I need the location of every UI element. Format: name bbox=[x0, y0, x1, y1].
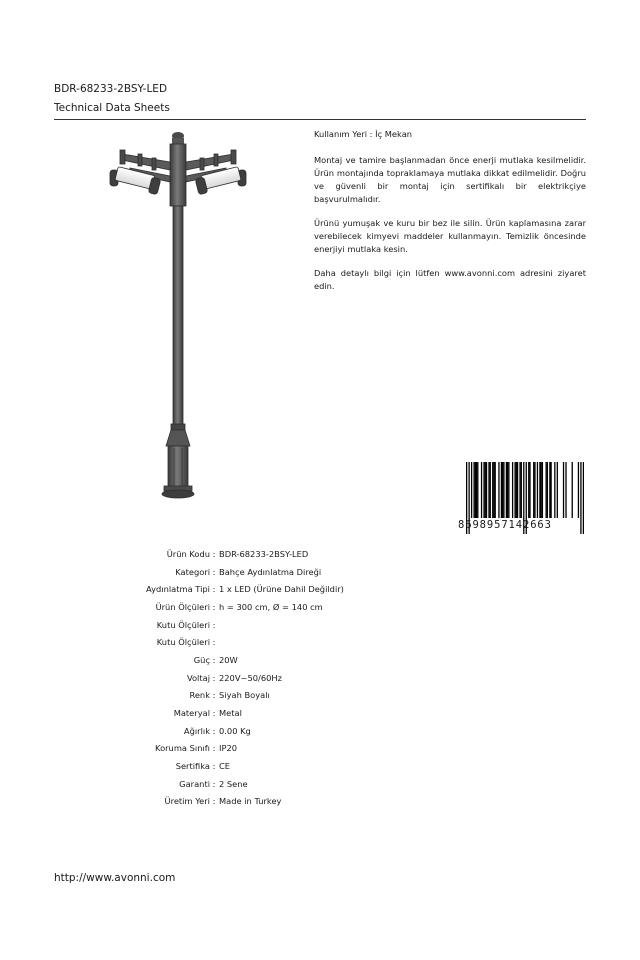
barcode-bar bbox=[533, 462, 534, 518]
barcode-bar bbox=[476, 462, 477, 518]
spec-label: Voltaj bbox=[186, 672, 210, 683]
spec-row bbox=[60, 563, 344, 581]
document-subtitle: Technical Data Sheets bbox=[54, 102, 170, 114]
spec-separator: : bbox=[212, 548, 216, 559]
spec-value: 220V~50/60Hz bbox=[219, 672, 282, 683]
barcode-bar bbox=[473, 462, 474, 518]
barcode-bar bbox=[492, 462, 493, 518]
spec-label: Aydınlatma Tipi bbox=[146, 584, 210, 595]
barcode-bar bbox=[521, 462, 522, 518]
barcode-bar bbox=[475, 462, 476, 518]
barcode-bar bbox=[539, 462, 540, 518]
safety-note: Montaj ve tamire başlanmadan önce enerji mutlaka kesilmelidir. Ürün montajında topraklamaya mutlaka dikkat edilmelidir. Doğru ve güvenli bir montaj için sertifikalı bir elektrikçiye başvurulmalıdır. bbox=[314, 155, 586, 204]
spec-label: Koruma Sınıfı bbox=[155, 743, 210, 754]
spec-value: Siyah Boyalı bbox=[219, 690, 270, 701]
spec-separator: : bbox=[212, 619, 216, 630]
barcode-bar bbox=[512, 462, 513, 518]
barcode-bar bbox=[506, 462, 507, 518]
barcode-bar bbox=[488, 462, 489, 518]
usage-location: Kullanım Yeri : İç Mekan bbox=[314, 129, 413, 139]
spec-separator: : bbox=[212, 601, 216, 612]
spec-label: Üretim Yeri bbox=[164, 796, 210, 807]
spec-row bbox=[60, 740, 344, 758]
spec-label: Güç bbox=[193, 654, 210, 665]
barcode-bar bbox=[483, 462, 484, 518]
barcode-bar bbox=[516, 462, 517, 518]
barcode-bar bbox=[495, 462, 496, 518]
spec-label: Kutu Ölçüleri bbox=[156, 619, 210, 630]
spec-separator: : bbox=[212, 778, 216, 789]
barcode-bar bbox=[481, 462, 482, 518]
spec-separator: : bbox=[212, 761, 216, 772]
barcode-bar bbox=[549, 462, 550, 518]
spec-separator: : bbox=[212, 690, 216, 701]
spec-separator: : bbox=[212, 672, 216, 683]
spec-value: 0.00 Kg bbox=[219, 725, 251, 736]
barcode-bar bbox=[547, 462, 548, 518]
barcode-bar bbox=[528, 462, 529, 518]
spec-value: 20W bbox=[219, 654, 238, 665]
spec-label: Sertifika bbox=[175, 761, 210, 772]
spec-label: Ürün Kodu bbox=[166, 548, 210, 559]
header-divider bbox=[54, 119, 586, 120]
spec-value: CE bbox=[219, 761, 231, 772]
info-block bbox=[314, 128, 586, 304]
spec-value: 2 Sene bbox=[219, 778, 248, 789]
spec-row bbox=[60, 580, 344, 598]
spec-label: Ağırlık bbox=[183, 725, 210, 736]
barcode-bar bbox=[542, 462, 543, 518]
spec-label: Kutu Ölçüleri bbox=[156, 637, 210, 648]
spec-separator: : bbox=[212, 654, 216, 665]
barcode-bar bbox=[490, 462, 491, 518]
cleaning-note: Ürünü yumuşak ve kuru bir bez ile silin. Ürün kaplamasına zarar verebilecek kimyevi maddeler kullanmayın. Temizlik öncesinde enerjiyi mutlaka kesin. bbox=[314, 218, 586, 254]
barcode-bar bbox=[572, 462, 573, 518]
spec-label: Materyal bbox=[173, 708, 210, 719]
spec-row bbox=[60, 669, 344, 687]
barcode-bar bbox=[486, 462, 487, 518]
barcode-bar bbox=[519, 462, 520, 518]
spec-label: Kategori bbox=[175, 566, 210, 577]
spec-row bbox=[60, 616, 344, 634]
barcode-bar bbox=[550, 462, 551, 518]
spec-row bbox=[60, 704, 344, 722]
barcode-bar bbox=[501, 462, 502, 518]
spec-value: Made in Turkey bbox=[219, 796, 282, 807]
barcode-digits: 8698957142663 bbox=[458, 519, 552, 531]
spec-value: h = 300 cm, Ø = 140 cm bbox=[219, 601, 323, 612]
spec-separator: : bbox=[212, 743, 216, 754]
barcode-bar bbox=[578, 462, 579, 518]
spec-label: Garanti bbox=[179, 778, 210, 789]
spec-value: Metal bbox=[219, 708, 242, 719]
spec-row bbox=[60, 757, 344, 775]
barcode-bar bbox=[503, 462, 504, 518]
spec-row bbox=[60, 722, 344, 740]
spec-value: IP20 bbox=[219, 743, 238, 754]
barcode-bar bbox=[485, 462, 486, 518]
garden-pole-image bbox=[100, 128, 260, 503]
spec-row bbox=[60, 633, 344, 651]
footer-url: http://www.avonni.com bbox=[54, 872, 176, 884]
barcode-bar bbox=[537, 462, 538, 518]
spec-row bbox=[60, 793, 344, 811]
more-info-note: Daha detaylı bilgi için lütfen www.avonni.com adresini ziyaret edin. bbox=[314, 268, 586, 291]
barcode-bar bbox=[514, 462, 515, 518]
spec-separator: : bbox=[212, 637, 216, 648]
spec-value: 1 x LED (Ürüne Dahil Değildir) bbox=[219, 584, 344, 595]
spec-separator: : bbox=[212, 796, 216, 807]
barcode-bar bbox=[498, 462, 499, 518]
barcode-bar bbox=[471, 462, 472, 518]
barcode-bar bbox=[508, 462, 509, 518]
barcode-bar bbox=[507, 462, 508, 518]
spec-row bbox=[60, 545, 344, 563]
barcode-bar bbox=[477, 462, 478, 518]
spec-row bbox=[60, 598, 344, 616]
spec-value: Bahçe Aydınlatma Direği bbox=[219, 566, 322, 577]
barcode-bar bbox=[541, 462, 542, 518]
barcode-bar bbox=[563, 462, 564, 518]
spec-separator: : bbox=[212, 708, 216, 719]
spec-label: Ürün Ölçüleri bbox=[155, 601, 210, 612]
spec-separator: : bbox=[212, 725, 216, 736]
spec-label: Renk bbox=[189, 690, 210, 701]
barcode-bar bbox=[502, 462, 503, 518]
spec-row bbox=[60, 687, 344, 705]
spec-table bbox=[60, 545, 344, 810]
barcode-bar bbox=[493, 462, 494, 518]
barcode-bar bbox=[545, 462, 546, 518]
barcode-bar bbox=[565, 462, 566, 518]
product-code-title: BDR-68233-2BSY-LED bbox=[54, 83, 168, 95]
barcode-bar bbox=[557, 462, 558, 518]
spec-value: BDR-68233-2BSY-LED bbox=[219, 548, 309, 559]
spec-row bbox=[60, 775, 344, 793]
barcode-bar bbox=[517, 462, 518, 518]
spec-separator: : bbox=[212, 584, 216, 595]
barcode-bar bbox=[534, 462, 535, 518]
spec-row bbox=[60, 651, 344, 669]
barcode-bar bbox=[554, 462, 555, 518]
barcode-bar bbox=[529, 462, 530, 518]
spec-separator: : bbox=[212, 566, 216, 577]
